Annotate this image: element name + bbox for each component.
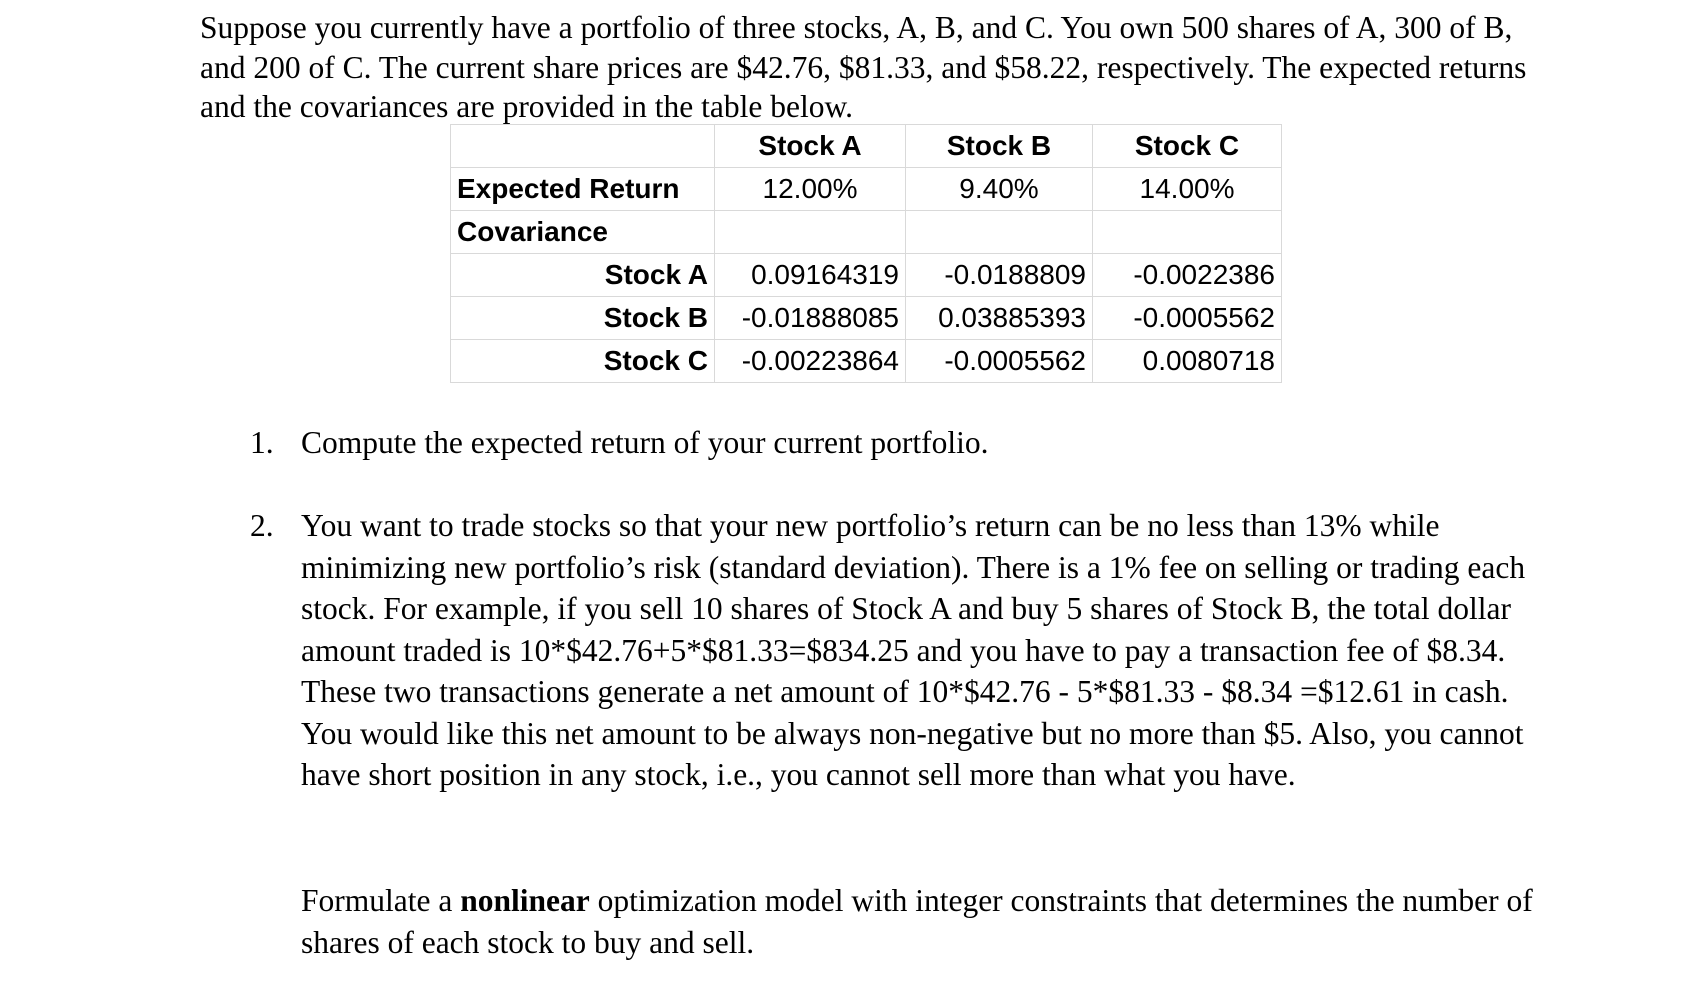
formulate-emphasis: nonlinear (460, 883, 590, 918)
covariance-cell: -0.01888085 (715, 297, 906, 340)
expected-return-stock-c: 14.00% (1093, 168, 1282, 211)
covariance-label: Covariance (451, 211, 715, 254)
formulate-text-after: optimization model with integer constraints that determines the number of shares of each stock to buy and sell. (301, 883, 1533, 960)
covariance-cell: -0.0005562 (906, 340, 1093, 383)
formulate-paragraph (301, 880, 1541, 963)
table-header-row (451, 125, 1282, 168)
covariance-cell: -0.0005562 (1093, 297, 1282, 340)
table-header-empty (451, 125, 715, 168)
table-cell-empty (715, 211, 906, 254)
intro-paragraph: Suppose you currently have a portfolio of three stocks, A, B, and C. You own 500 shares of A, 300 of B, and 200 of C. The current share prices are $42.76, $81.33, and $58.22, respectively. The expected returns and the covariances are provided in the table below. (200, 10, 1527, 124)
returns-covariance-table (450, 124, 1282, 383)
covariance-row-label: Stock C (451, 340, 715, 383)
covariance-row-stock-c (451, 340, 1282, 383)
expected-return-label: Expected Return (451, 168, 715, 211)
table-cell-empty (1093, 211, 1282, 254)
table-header-stock-a: Stock A (715, 125, 906, 168)
covariance-cell: -0.0188809 (906, 254, 1093, 297)
question-1-text: Compute the expected return of your current portfolio. (301, 425, 989, 460)
expected-return-stock-a: 12.00% (715, 168, 906, 211)
covariance-row-label: Stock A (451, 254, 715, 297)
table-cell-empty (906, 211, 1093, 254)
question-1-number: 1. (250, 425, 274, 460)
formulate-text-before: Formulate a (301, 883, 461, 918)
question-2-number: 2. (250, 508, 274, 543)
expected-return-stock-b: 9.40% (906, 168, 1093, 211)
covariance-label-row (451, 211, 1282, 254)
covariance-cell: 0.09164319 (715, 254, 906, 297)
question-2-text: You want to trade stocks so that your new portfolio’s return can be no less than 13% while minimizing new portfolio’s risk (standard deviation). There is a 1% fee on selling or trading each stock. For example, if you sell 10 shares of Stock A and buy 5 shares of Stock B, the total dollar amount traded is 10*$42.76+5*$81.33=$834.25 and you have to pay a transaction fee of $8.34. These two transactions generate a net amount of 10*$42.76 - 5*$81.33 - $8.34 =$12.61 in cash. You would like this net amount to be always non-negative but no more than $5. Also, you cannot have short position in any stock, i.e., you cannot sell more than what you have. (301, 508, 1526, 792)
covariance-cell: -0.00223864 (715, 340, 906, 383)
covariance-row-stock-a (451, 254, 1282, 297)
expected-return-row (451, 168, 1282, 211)
covariance-row-stock-b (451, 297, 1282, 340)
covariance-cell: 0.0080718 (1093, 340, 1282, 383)
covariance-row-label: Stock B (451, 297, 715, 340)
covariance-cell: -0.0022386 (1093, 254, 1282, 297)
covariance-cell: 0.03885393 (906, 297, 1093, 340)
table-header-stock-c: Stock C (1093, 125, 1282, 168)
table-header-stock-b: Stock B (906, 125, 1093, 168)
